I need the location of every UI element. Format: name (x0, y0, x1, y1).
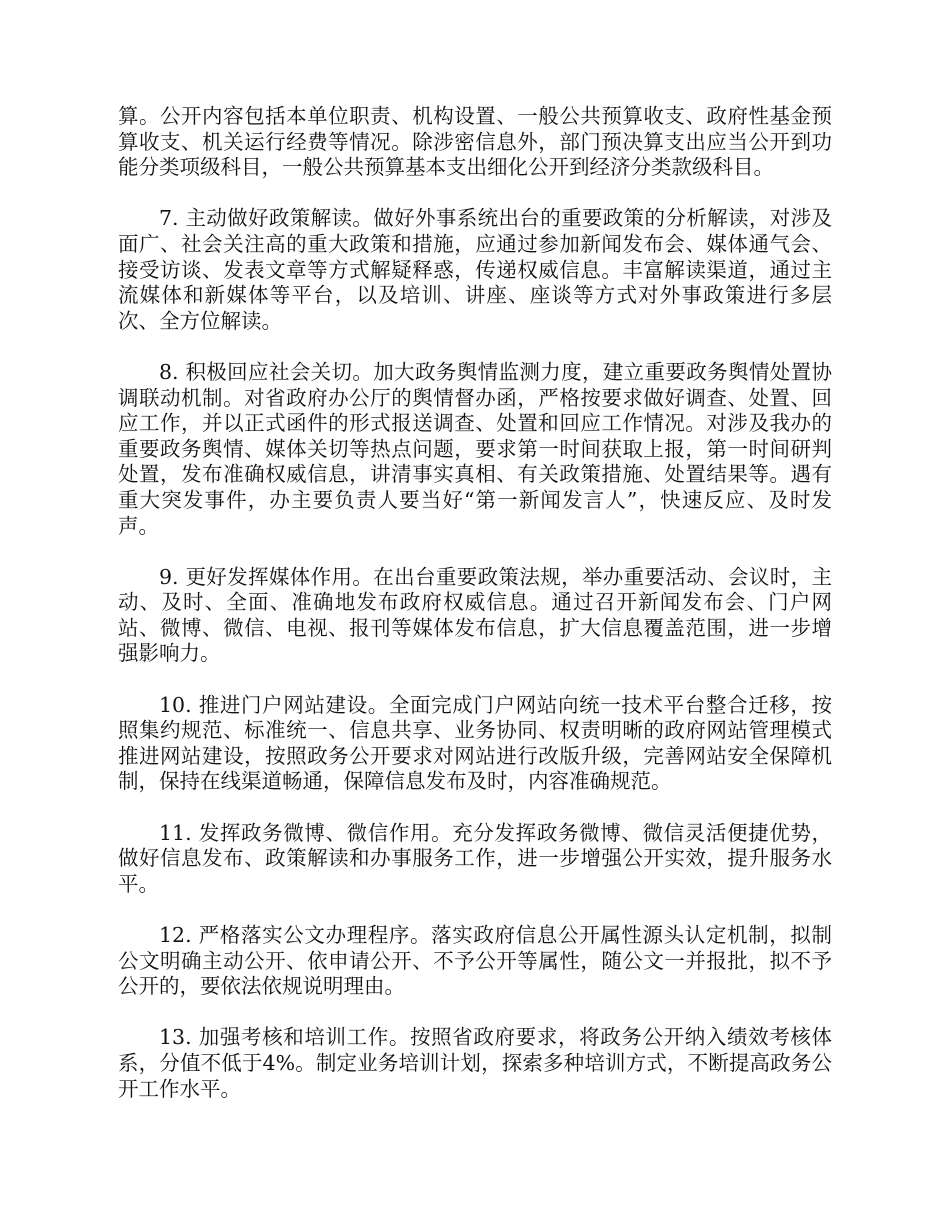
paragraph-item-12: 12. 严格落实公文办理程序。落实政府信息公开属性源头认定机制，拟制公文明确主动公开、依申请公开、不予公开等属性，随公文一并报批，拟不予公开的，要依法依规说明理由。 (118, 923, 832, 999)
paragraph-item-10: 10. 推进门户网站建设。全面完成门户网站向统一技术平台整合迁移，按照集约规范、标准统一、信息共享、业务协同、权责明晰的政府网站管理模式推进网站建设，按照政务公开要求对网站进行改版升级，完善网站安全保障机制，保持在线渠道畅通，保障信息发布及时，内容准确规范。 (118, 692, 832, 794)
paragraph-item-7: 7. 主动做好政策解读。做好外事系统出台的重要政策的分析解读，对涉及面广、社会关注高的重大政策和措施，应通过参加新闻发布会、媒体通气会、接受访谈、发表文章等方式解疑释惑，传递权威信息。丰富解读渠道，通过主流媒体和新媒体等平台，以及培训、讲座、座谈等方式对外事政策进行多层次、全方位解读。 (118, 206, 832, 333)
paragraph-item-8: 8. 积极回应社会关切。加大政务舆情监测力度，建立重要政务舆情处置协调联动机制。对省政府办公厅的舆情督办函，严格按要求做好调查、处置、回应工作，并以正式函件的形式报送调查、处置和回应工作情况。对涉及我办的重要政务舆情、媒体关切等热点问题，要求第一时间获取上报，第一时间研判处置，发布准确权威信息，讲清事实真相、有关政策措施、处置结果等。遇有重大突发事件，办主要负责人要当好“第一新闻发言人”，快速反应、及时发声。 (118, 359, 832, 538)
document-page (118, 104, 832, 1128)
paragraph-item-13: 13. 加强考核和培训工作。按照省政府要求，将政务公开纳入绩效考核体系，分值不低于4%。制定业务培训计划，探索多种培训方式，不断提高政务公开工作水平。 (118, 1025, 832, 1101)
paragraph-item-11: 11. 发挥政务微博、微信作用。充分发挥政务微博、微信灵活便捷优势，做好信息发布、政策解读和办事服务工作，进一步增强公开实效，提升服务水平。 (118, 820, 832, 896)
paragraph-item-9: 9. 更好发挥媒体作用。在出台重要政策法规，举办重要活动、会议时，主动、及时、全面、准确地发布政府权威信息。通过召开新闻发布会、门户网站、微博、微信、电视、报刊等媒体发布信息，扩大信息覆盖范围，进一步增强影响力。 (118, 564, 832, 666)
paragraph-continuation: 算。公开内容包括本单位职责、机构设置、一般公共预算收支、政府性基金预算收支、机关运行经费等情况。除涉密信息外，部门预决算支出应当公开到功能分类项级科目，一般公共预算基本支出细化公开到经济分类款级科目。 (118, 104, 832, 180)
